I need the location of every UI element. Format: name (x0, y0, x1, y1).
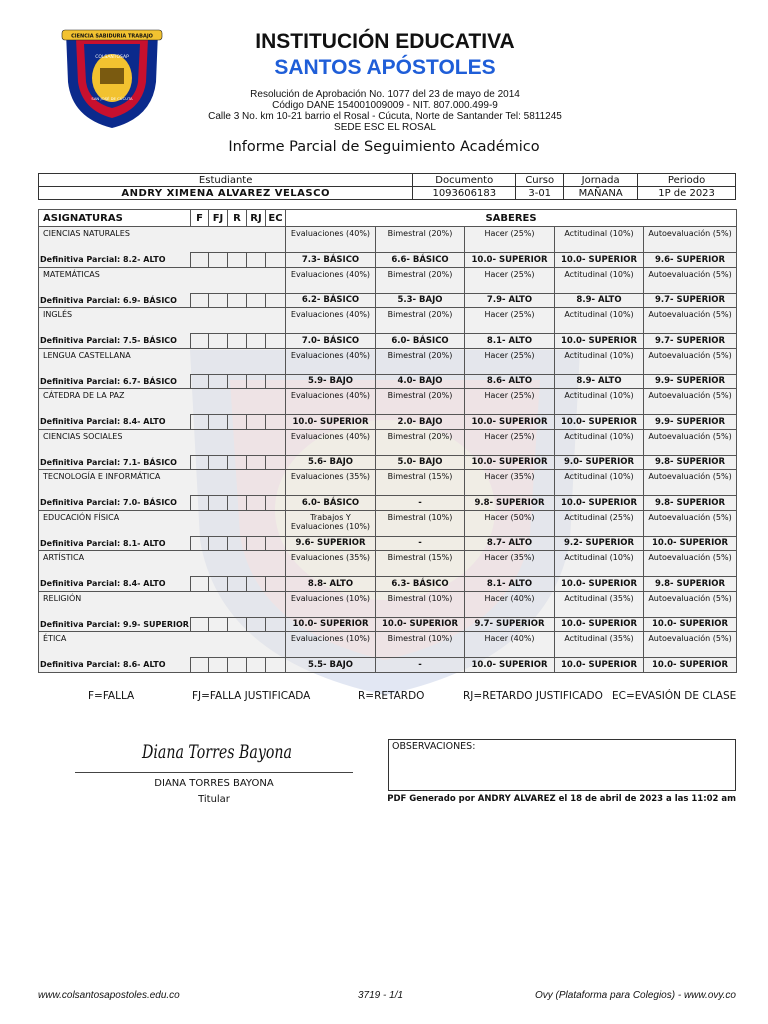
attendance-r-cell (228, 536, 247, 551)
final-grade: Definitiva Parcial: 6.7- BÁSICO (39, 374, 191, 389)
dane-nit-codes: Código DANE 154001009009 - NIT. 807.000.499-9 (272, 100, 498, 111)
saber-value: 8.7- ALTO (465, 536, 555, 551)
attendance-fj-cell (209, 374, 228, 389)
legend-falla-justificada: FJ=FALLA JUSTIFICADA (192, 690, 311, 702)
legend-retardo-justificado: RJ=RETARDO JUSTIFICADO (463, 690, 603, 702)
grades-header-row (39, 210, 737, 227)
subject-grade-row (39, 496, 737, 511)
saber-label: Autoevaluación (5%) (644, 308, 737, 334)
subject-name: MATEMÁTICAS (39, 267, 286, 293)
saber-value: 10.0- SUPERIOR (644, 617, 737, 632)
saber-label: Autoevaluación (5%) (644, 429, 737, 455)
final-grade: Definitiva Parcial: 8.4- ALTO (39, 577, 191, 592)
subject-grade-row (39, 617, 737, 632)
student-info-header-row (39, 174, 736, 187)
attendance-rj-cell (247, 293, 266, 308)
saber-value: 10.0- SUPERIOR (465, 455, 555, 470)
saber-label: Actitudinal (10%) (555, 389, 644, 415)
attendance-ec-cell (266, 496, 286, 511)
attendance-f-cell (191, 536, 209, 551)
saber-label: Bimestral (15%) (376, 551, 465, 577)
saber-label: Autoevaluación (5%) (644, 510, 737, 536)
saber-value: 8.1- ALTO (465, 577, 555, 592)
saber-value: 6.3- BÁSICO (376, 577, 465, 592)
footer-website[interactable]: www.colsantosapostoles.edu.co (38, 990, 180, 1001)
saber-label: Actitudinal (10%) (555, 551, 644, 577)
attendance-rj-cell (247, 658, 266, 673)
report-title: Informe Parcial de Seguimiento Académico (228, 139, 540, 155)
saber-value: - (376, 496, 465, 511)
saber-value: 9.8- SUPERIOR (465, 496, 555, 511)
saber-value: 9.7- SUPERIOR (644, 293, 737, 308)
saber-value: 10.0- SUPERIOR (286, 617, 376, 632)
subject-grade-row (39, 577, 737, 592)
attendance-rj-cell (247, 455, 266, 470)
fj-header: FJ (209, 210, 228, 227)
f-header: F (191, 210, 209, 227)
document-number: 1093606183 (413, 187, 516, 200)
saber-label: Bimestral (20%) (376, 267, 465, 293)
grades-table (38, 209, 737, 673)
saber-label: Bimestral (10%) (376, 632, 465, 658)
saberes-header: SABERES (286, 210, 737, 227)
saber-value: 9.8- SUPERIOR (644, 496, 737, 511)
attendance-r-cell (228, 415, 247, 430)
subject-grade-row (39, 253, 737, 268)
saber-value: 9.6- SUPERIOR (644, 253, 737, 268)
subject-name: CÁTEDRA DE LA PAZ (39, 389, 286, 415)
student-info-value-row (39, 187, 736, 200)
attendance-f-cell (191, 334, 209, 349)
saber-value: 8.9- ALTO (555, 293, 644, 308)
attendance-rj-cell (247, 415, 266, 430)
saber-value: 9.2- SUPERIOR (555, 536, 644, 551)
attendance-r-cell (228, 455, 247, 470)
saber-label: Bimestral (10%) (376, 510, 465, 536)
saber-value: 9.6- SUPERIOR (286, 536, 376, 551)
attendance-ec-cell (266, 374, 286, 389)
saber-value: 8.6- ALTO (465, 374, 555, 389)
attendance-ec-cell (266, 658, 286, 673)
saber-label: Actitudinal (35%) (555, 591, 644, 617)
attendance-fj-cell (209, 658, 228, 673)
saber-value: - (376, 658, 465, 673)
attendance-ec-cell (266, 334, 286, 349)
svg-text:CIENCIA SABIDURIA TRABAJO: CIENCIA SABIDURIA TRABAJO (71, 33, 153, 40)
subject-name: ÉTICA (39, 632, 286, 658)
attendance-r-cell (228, 617, 247, 632)
subject-grade-row (39, 536, 737, 551)
saber-value: 4.0- BAJO (376, 374, 465, 389)
saber-label: Trabajos Y Evaluaciones (10%) (286, 510, 376, 536)
saber-label: Hacer (35%) (465, 470, 555, 496)
attendance-f-cell (191, 374, 209, 389)
subject-row (39, 267, 737, 293)
attendance-rj-cell (247, 496, 266, 511)
resolution-text: Resolución de Aprobación No. 1077 del 23 de mayo de 2014 (250, 89, 520, 100)
saber-label: Hacer (40%) (465, 632, 555, 658)
subject-grade-row (39, 658, 737, 673)
svg-text:SAN JOSÉ DE CÚCUTA: SAN JOSÉ DE CÚCUTA (91, 96, 133, 101)
saber-value: 7.9- ALTO (465, 293, 555, 308)
attendance-rj-cell (247, 374, 266, 389)
saber-value: 10.0- SUPERIOR (555, 658, 644, 673)
saber-label: Hacer (25%) (465, 429, 555, 455)
subject-row (39, 510, 737, 536)
saber-value: 10.0- SUPERIOR (555, 253, 644, 268)
observations-label: OBSERVACIONES: (392, 741, 476, 752)
saber-label: Bimestral (20%) (376, 429, 465, 455)
saber-label: Autoevaluación (5%) (644, 348, 737, 374)
saber-label: Evaluaciones (40%) (286, 429, 376, 455)
attendance-rj-cell (247, 617, 266, 632)
legend-evasion: EC=EVASIÓN DE CLASE (612, 690, 737, 702)
saber-label: Evaluaciones (40%) (286, 267, 376, 293)
attendance-ec-cell (266, 415, 286, 430)
subject-grade-row (39, 455, 737, 470)
saber-value: 9.8- SUPERIOR (644, 455, 737, 470)
saber-value: 10.0- SUPERIOR (555, 415, 644, 430)
final-grade: Definitiva Parcial: 8.4- ALTO (39, 415, 191, 430)
saber-label: Actitudinal (10%) (555, 308, 644, 334)
final-grade: Definitiva Parcial: 9.9- SUPERIOR (39, 617, 191, 632)
address-text: Calle 3 No. km 10-21 barrio el Rosal - Cúcuta, Norte de Santander Tel: 5811245 (208, 111, 562, 122)
handwritten-signature (140, 730, 300, 770)
subject-grade-row (39, 415, 737, 430)
svg-text:Diana Torres Bayona: Diana Torres Bayona (141, 741, 292, 763)
saber-value: 10.0- SUPERIOR (555, 334, 644, 349)
saber-value: 2.0- BAJO (376, 415, 465, 430)
attendance-f-cell (191, 496, 209, 511)
saber-value: 6.2- BÁSICO (286, 293, 376, 308)
saber-label: Evaluaciones (40%) (286, 308, 376, 334)
saber-value: 10.0- SUPERIOR (465, 658, 555, 673)
final-grade: Definitiva Parcial: 7.1- BÁSICO (39, 455, 191, 470)
saber-label: Hacer (25%) (465, 267, 555, 293)
institution-name-line2: SANTOS APÓSTOLES (274, 56, 496, 79)
attendance-r-cell (228, 658, 247, 673)
footer-page-number: 3719 - 1/1 (358, 990, 404, 1001)
subject-name: INGLÉS (39, 308, 286, 334)
course-value: 3-01 (516, 187, 564, 200)
attendance-f-cell (191, 293, 209, 308)
subject-row (39, 429, 737, 455)
saber-label: Bimestral (20%) (376, 389, 465, 415)
saber-value: 5.9- BAJO (286, 374, 376, 389)
saber-value: 8.8- ALTO (286, 577, 376, 592)
saber-label: Bimestral (20%) (376, 348, 465, 374)
attendance-r-cell (228, 374, 247, 389)
attendance-fj-cell (209, 536, 228, 551)
saber-value: 10.0- SUPERIOR (644, 536, 737, 551)
saber-label: Autoevaluación (5%) (644, 227, 737, 253)
saber-label: Actitudinal (10%) (555, 348, 644, 374)
attendance-r-cell (228, 577, 247, 592)
attendance-rj-cell (247, 253, 266, 268)
attendance-fj-cell (209, 617, 228, 632)
attendance-ec-cell (266, 253, 286, 268)
subject-grade-row (39, 374, 737, 389)
saber-label: Autoevaluación (5%) (644, 470, 737, 496)
attendance-fj-cell (209, 253, 228, 268)
saber-value: 7.0- BÁSICO (286, 334, 376, 349)
saber-label: Bimestral (10%) (376, 591, 465, 617)
legend-falla: F=FALLA (88, 690, 135, 702)
saber-label: Hacer (25%) (465, 308, 555, 334)
saber-value: 10.0- SUPERIOR (555, 617, 644, 632)
saber-label: Hacer (50%) (465, 510, 555, 536)
saber-value: 9.7- SUPERIOR (465, 617, 555, 632)
sede-text: SEDE ESC EL ROSAL (334, 122, 436, 133)
attendance-f-cell (191, 455, 209, 470)
subject-name: TECNOLOGÍA E INFORMÁTICA (39, 470, 286, 496)
period-value: 1P de 2023 (638, 187, 736, 200)
attendance-f-cell (191, 415, 209, 430)
saber-label: Bimestral (15%) (376, 470, 465, 496)
saber-value: 10.0- SUPERIOR (644, 658, 737, 673)
teacher-name: DIANA TORRES BAYONA (154, 778, 274, 789)
attendance-fj-cell (209, 496, 228, 511)
attendance-fj-cell (209, 455, 228, 470)
saber-label: Evaluaciones (10%) (286, 591, 376, 617)
saber-label: Evaluaciones (35%) (286, 551, 376, 577)
saber-label: Hacer (25%) (465, 227, 555, 253)
final-grade: Definitiva Parcial: 7.0- BÁSICO (39, 496, 191, 511)
saber-label: Autoevaluación (5%) (644, 267, 737, 293)
attendance-ec-cell (266, 455, 286, 470)
attendance-f-cell (191, 253, 209, 268)
subject-row (39, 470, 737, 496)
saber-value: 9.7- SUPERIOR (644, 334, 737, 349)
saber-label: Actitudinal (10%) (555, 267, 644, 293)
rj-header: RJ (247, 210, 266, 227)
saber-label: Hacer (35%) (465, 551, 555, 577)
attendance-fj-cell (209, 415, 228, 430)
saber-value: 6.0- BÁSICO (286, 496, 376, 511)
final-grade: Definitiva Parcial: 6.9- BÁSICO (39, 293, 191, 308)
saber-label: Evaluaciones (35%) (286, 470, 376, 496)
student-header: Estudiante (39, 174, 413, 187)
subject-name: CIENCIAS NATURALES (39, 227, 286, 253)
attendance-r-cell (228, 496, 247, 511)
saber-value: 10.0- SUPERIOR (465, 253, 555, 268)
legend-retardo: R=RETARDO (358, 690, 425, 702)
subject-grade-row (39, 334, 737, 349)
attendance-ec-cell (266, 577, 286, 592)
subject-row (39, 632, 737, 658)
saber-value: 6.0- BÁSICO (376, 334, 465, 349)
attendance-rj-cell (247, 536, 266, 551)
saber-label: Actitudinal (25%) (555, 510, 644, 536)
saber-value: 5.6- BAJO (286, 455, 376, 470)
shift-value: MAÑANA (564, 187, 638, 200)
saber-label: Actitudinal (10%) (555, 470, 644, 496)
subject-name: ARTÍSTICA (39, 551, 286, 577)
subject-name: RELIGIÓN (39, 591, 286, 617)
saber-value: 9.8- SUPERIOR (644, 577, 737, 592)
attendance-ec-cell (266, 617, 286, 632)
saber-value: 5.0- BAJO (376, 455, 465, 470)
saber-label: Autoevaluación (5%) (644, 551, 737, 577)
saber-value: 9.9- SUPERIOR (644, 415, 737, 430)
saber-value: 8.9- ALTO (555, 374, 644, 389)
attendance-fj-cell (209, 577, 228, 592)
saber-value: 6.6- BÁSICO (376, 253, 465, 268)
subject-row (39, 308, 737, 334)
attendance-r-cell (228, 334, 247, 349)
saber-value: 10.0- SUPERIOR (376, 617, 465, 632)
saber-value: 10.0- SUPERIOR (555, 496, 644, 511)
subject-row (39, 591, 737, 617)
saber-value: 5.5- BAJO (286, 658, 376, 673)
subject-row (39, 389, 737, 415)
saber-value: 7.3- BÁSICO (286, 253, 376, 268)
subject-row (39, 348, 737, 374)
student-name: ANDRY XIMENA ALVAREZ VELASCO (39, 187, 413, 200)
student-info-table (38, 173, 736, 200)
ec-header: EC (266, 210, 286, 227)
saber-label: Actitudinal (35%) (555, 632, 644, 658)
attendance-fj-cell (209, 293, 228, 308)
institution-name-line1: INSTITUCIÓN EDUCATIVA (255, 30, 515, 53)
svg-text:COLSANTOSAP: COLSANTOSAP (95, 55, 129, 60)
saber-value: - (376, 536, 465, 551)
attendance-rj-cell (247, 577, 266, 592)
generated-note: PDF Generado por ANDRY ALVAREZ el 18 de abril de 2023 a las 11:02 am (387, 794, 736, 804)
subject-name: CIENCIAS SOCIALES (39, 429, 286, 455)
saber-label: Actitudinal (10%) (555, 227, 644, 253)
subject-row (39, 227, 737, 253)
attendance-ec-cell (266, 536, 286, 551)
saber-label: Bimestral (20%) (376, 308, 465, 334)
attendance-r-cell (228, 293, 247, 308)
document-header: Documento (413, 174, 516, 187)
attendance-ec-cell (266, 293, 286, 308)
period-header: Periodo (638, 174, 736, 187)
saber-label: Bimestral (20%) (376, 227, 465, 253)
attendance-r-cell (228, 253, 247, 268)
final-grade: Definitiva Parcial: 8.1- ALTO (39, 536, 191, 551)
school-crest-logo (60, 22, 164, 130)
footer-platform[interactable]: Ovy (Plataforma para Colegios) - www.ovy.co (535, 990, 736, 1001)
attendance-f-cell (191, 577, 209, 592)
saber-value: 10.0- SUPERIOR (286, 415, 376, 430)
attendance-f-cell (191, 658, 209, 673)
saber-label: Hacer (40%) (465, 591, 555, 617)
final-grade: Definitiva Parcial: 8.2- ALTO (39, 253, 191, 268)
subjects-header: ASIGNATURAS (39, 210, 191, 227)
saber-value: 8.1- ALTO (465, 334, 555, 349)
attendance-fj-cell (209, 334, 228, 349)
subject-name: LENGUA CASTELLANA (39, 348, 286, 374)
saber-label: Evaluaciones (10%) (286, 632, 376, 658)
r-header: R (228, 210, 247, 227)
attendance-f-cell (191, 617, 209, 632)
saber-value: 9.0- SUPERIOR (555, 455, 644, 470)
subject-row (39, 551, 737, 577)
saber-label: Autoevaluación (5%) (644, 632, 737, 658)
saber-label: Hacer (25%) (465, 348, 555, 374)
saber-value: 9.9- SUPERIOR (644, 374, 737, 389)
saber-label: Actitudinal (10%) (555, 429, 644, 455)
saber-label: Autoevaluación (5%) (644, 591, 737, 617)
saber-label: Hacer (25%) (465, 389, 555, 415)
course-header: Curso (516, 174, 564, 187)
final-grade: Definitiva Parcial: 8.6- ALTO (39, 658, 191, 673)
saber-value: 5.3- BAJO (376, 293, 465, 308)
final-grade: Definitiva Parcial: 7.5- BÁSICO (39, 334, 191, 349)
saber-label: Autoevaluación (5%) (644, 389, 737, 415)
subject-grade-row (39, 293, 737, 308)
saber-label: Evaluaciones (40%) (286, 348, 376, 374)
attendance-rj-cell (247, 334, 266, 349)
teacher-role: Titular (198, 794, 230, 805)
saber-label: Evaluaciones (40%) (286, 389, 376, 415)
signature-line (75, 772, 353, 773)
saber-value: 10.0- SUPERIOR (465, 415, 555, 430)
saber-label: Evaluaciones (40%) (286, 227, 376, 253)
subject-name: EDUCACIÓN FÍSICA (39, 510, 286, 536)
saber-value: 10.0- SUPERIOR (555, 577, 644, 592)
shift-header: Jornada (564, 174, 638, 187)
